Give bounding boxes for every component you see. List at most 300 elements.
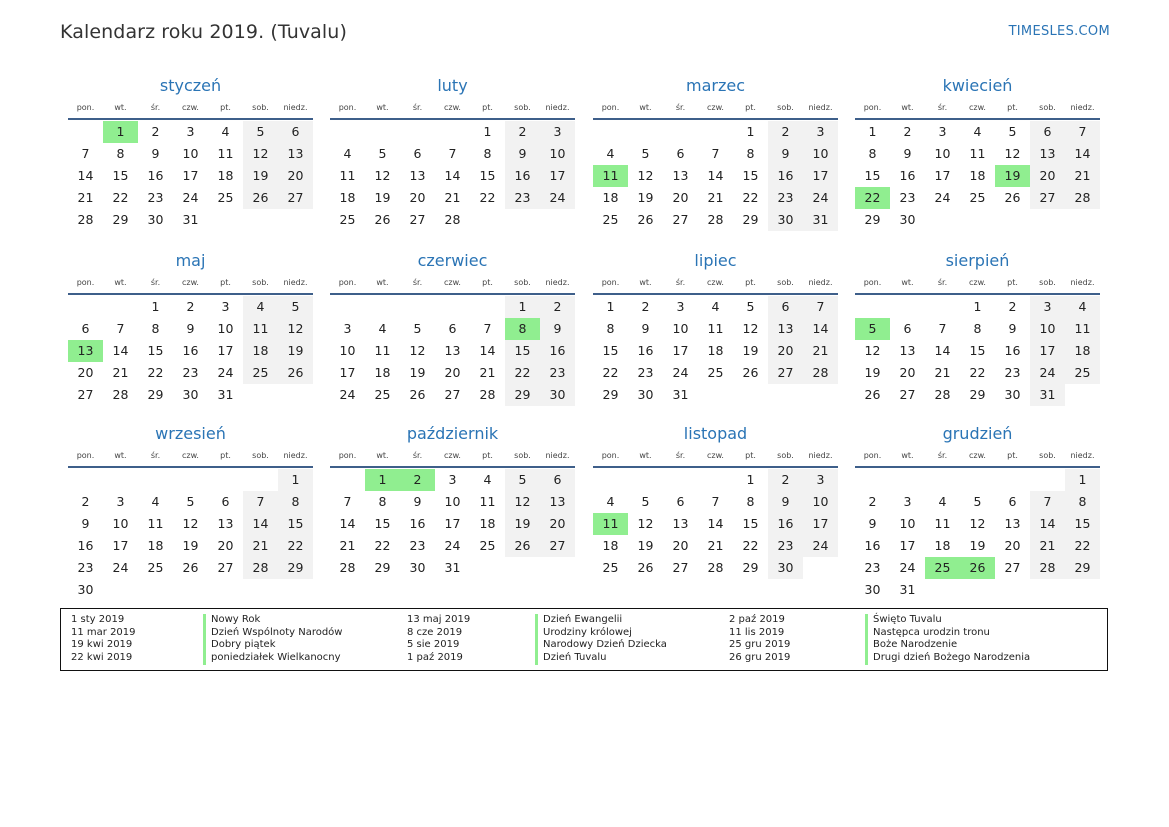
holiday-date: 11 lis 2019	[729, 626, 785, 638]
day-cell: 18	[217, 168, 234, 183]
weekday-label: niedz.	[545, 103, 570, 112]
weekday-label: pt.	[220, 451, 231, 460]
month-block	[68, 250, 313, 427]
day-cell: 15	[742, 516, 759, 531]
day-cell: 27	[672, 212, 689, 227]
day-cell: 17	[1030, 340, 1065, 362]
days-grid	[593, 120, 838, 252]
day-cell: 21	[707, 190, 724, 205]
day-cell: 9	[81, 516, 90, 531]
day-cell: 6	[1030, 121, 1065, 143]
weekday-label: czw.	[182, 451, 199, 460]
weekday-label: pon.	[601, 278, 620, 287]
day-cell: 12	[505, 491, 540, 513]
day-cell: 17	[934, 168, 951, 183]
day-cell: 3	[116, 494, 125, 509]
day-cell: 23	[899, 190, 916, 205]
day-cell: 14	[934, 343, 951, 358]
days-grid	[68, 120, 313, 252]
weekday-label: pt.	[1007, 451, 1018, 460]
day-cell: 29	[602, 387, 619, 402]
day-cell: 24	[803, 535, 838, 557]
weekday-label: pt.	[482, 103, 493, 112]
day-cell: 3	[903, 494, 912, 509]
holiday-day-cell: 22	[855, 187, 890, 209]
day-cell: 4	[606, 494, 615, 509]
weekday-label: pt.	[745, 103, 756, 112]
day-cell: 6	[1008, 494, 1017, 509]
weekday-label: śr.	[937, 278, 948, 287]
day-cell: 28	[479, 387, 496, 402]
day-cell: 25	[1065, 362, 1100, 384]
weekday-header	[330, 273, 575, 295]
day-cell: 25	[243, 362, 278, 384]
day-cell: 20	[77, 365, 94, 380]
day-cell: 25	[479, 538, 496, 553]
holiday-date: 11 mar 2019	[71, 626, 136, 638]
day-cell: 19	[243, 165, 278, 187]
weekday-label: pon.	[863, 278, 882, 287]
weekday-label: pon.	[338, 278, 357, 287]
weekday-label: pon.	[76, 451, 95, 460]
day-cell: 2	[151, 124, 160, 139]
day-cell: 22	[505, 362, 540, 384]
day-cell: 3	[186, 124, 195, 139]
day-cell: 18	[1065, 340, 1100, 362]
day-cell: 29	[864, 212, 881, 227]
month-block	[593, 423, 838, 600]
day-cell: 24	[934, 190, 951, 205]
month-name: luty	[437, 76, 468, 95]
holiday-date: 5 sie 2019	[407, 639, 460, 651]
day-cell: 3	[221, 299, 230, 314]
weekday-label: pon.	[863, 451, 882, 460]
weekday-label: pon.	[76, 103, 95, 112]
day-cell: 26	[278, 362, 313, 384]
day-cell: 10	[112, 516, 129, 531]
day-cell: 13	[409, 168, 426, 183]
weekday-header	[330, 98, 575, 120]
day-cell: 23	[768, 535, 803, 557]
day-cell: 21	[339, 538, 356, 553]
day-cell: 1	[746, 124, 755, 139]
day-cell: 16	[768, 513, 803, 535]
day-cell: 24	[112, 560, 129, 575]
day-cell: 27	[899, 387, 916, 402]
day-cell: 31	[182, 212, 199, 227]
day-cell: 25	[374, 387, 391, 402]
day-cell: 22	[1065, 535, 1100, 557]
day-cell: 14	[707, 168, 724, 183]
weekday-label: sob.	[1039, 451, 1056, 460]
day-cell: 8	[868, 146, 877, 161]
day-cell: 8	[483, 146, 492, 161]
holiday-day-cell: 19	[995, 165, 1030, 187]
day-cell: 20	[278, 165, 313, 187]
weekday-header	[855, 273, 1100, 295]
day-cell: 28	[243, 557, 278, 579]
day-cell: 29	[742, 212, 759, 227]
day-cell: 30	[147, 212, 164, 227]
day-cell: 17	[899, 538, 916, 553]
holiday-date: 2 paź 2019	[729, 614, 785, 625]
holiday-names-column	[203, 614, 342, 665]
holiday-day-cell: 2	[400, 469, 435, 491]
day-cell: 19	[505, 513, 540, 535]
day-cell: 18	[707, 343, 724, 358]
day-cell: 21	[77, 190, 94, 205]
month-name: maj	[175, 251, 206, 270]
day-cell: 9	[768, 491, 803, 513]
day-cell: 12	[1004, 146, 1021, 161]
weekday-label: sob.	[514, 103, 531, 112]
day-cell: 12	[278, 318, 313, 340]
month-block	[68, 423, 313, 600]
day-cell: 31	[217, 387, 234, 402]
weekday-header	[593, 273, 838, 295]
month-name: wrzesień	[155, 424, 226, 443]
day-cell: 12	[969, 516, 986, 531]
day-cell: 6	[676, 494, 685, 509]
weekday-label: wt.	[114, 103, 127, 112]
day-cell: 9	[186, 321, 195, 336]
day-cell: 20	[444, 365, 461, 380]
day-cell: 18	[934, 538, 951, 553]
day-cell: 12	[637, 516, 654, 531]
day-cell: 23	[768, 187, 803, 209]
weekday-label: wt.	[376, 103, 389, 112]
day-cell: 5	[413, 321, 422, 336]
day-cell: 14	[707, 516, 724, 531]
day-cell: 27	[672, 560, 689, 575]
day-cell: 13	[540, 491, 575, 513]
day-cell: 19	[637, 190, 654, 205]
holiday-dates-column	[729, 614, 790, 665]
day-cell: 18	[339, 190, 356, 205]
weekday-label: wt.	[901, 451, 914, 460]
day-cell: 5	[186, 494, 195, 509]
day-cell: 7	[116, 321, 125, 336]
day-cell: 10	[217, 321, 234, 336]
day-cell: 3	[343, 321, 352, 336]
day-cell: 14	[444, 168, 461, 183]
weekday-label: śr.	[675, 278, 686, 287]
weekday-label: wt.	[901, 278, 914, 287]
day-cell: 16	[182, 343, 199, 358]
weekday-label: wt.	[639, 278, 652, 287]
weekday-header	[855, 98, 1100, 120]
weekday-label: wt.	[114, 278, 127, 287]
day-cell: 30	[768, 209, 803, 231]
day-cell: 28	[1065, 187, 1100, 209]
holiday-name: Święto Tuvalu	[865, 614, 1030, 627]
holiday-name: poniedziałek Wielkanocny	[203, 652, 342, 665]
day-cell: 29	[505, 384, 540, 406]
day-cell: 28	[707, 560, 724, 575]
day-cell: 29	[742, 560, 759, 575]
day-cell: 15	[278, 513, 313, 535]
month-block	[68, 75, 313, 252]
weekday-label: sob.	[252, 278, 269, 287]
day-cell: 28	[707, 212, 724, 227]
holiday-names-column	[865, 614, 1030, 665]
day-cell: 18	[602, 538, 619, 553]
weekday-label: pon.	[338, 103, 357, 112]
weekday-label: pt.	[1007, 278, 1018, 287]
day-cell: 7	[938, 321, 947, 336]
day-cell: 30	[768, 557, 803, 579]
day-cell: 16	[1004, 343, 1021, 358]
day-cell: 6	[540, 469, 575, 491]
day-cell: 5	[378, 146, 387, 161]
day-cell: 6	[413, 146, 422, 161]
day-cell: 23	[540, 362, 575, 384]
weekday-label: pt.	[482, 278, 493, 287]
day-cell: 28	[77, 212, 94, 227]
weekday-label: czw.	[707, 103, 724, 112]
day-cell: 9	[505, 143, 540, 165]
month-name: grudzień	[942, 424, 1013, 443]
weekday-label: sob.	[777, 451, 794, 460]
holiday-day-cell: 13	[68, 340, 103, 362]
day-cell: 20	[672, 190, 689, 205]
day-cell: 16	[409, 516, 426, 531]
day-cell: 8	[116, 146, 125, 161]
day-cell: 4	[243, 296, 278, 318]
day-cell: 4	[151, 494, 160, 509]
day-cell: 3	[803, 121, 838, 143]
day-cell: 7	[81, 146, 90, 161]
day-cell: 7	[1065, 121, 1100, 143]
day-cell: 30	[899, 212, 916, 227]
day-cell: 27	[1004, 560, 1021, 575]
days-grid	[855, 468, 1100, 600]
weekday-label: pt.	[745, 451, 756, 460]
weekday-label: śr.	[150, 451, 161, 460]
day-cell: 5	[1008, 124, 1017, 139]
day-cell: 20	[1030, 165, 1065, 187]
day-cell: 18	[969, 168, 986, 183]
day-cell: 8	[606, 321, 615, 336]
days-grid	[68, 295, 313, 427]
month-name: październik	[406, 424, 499, 443]
day-cell: 1	[973, 299, 982, 314]
day-cell: 15	[742, 168, 759, 183]
day-cell: 11	[243, 318, 278, 340]
day-cell: 2	[641, 299, 650, 314]
day-cell: 4	[378, 321, 387, 336]
day-cell: 30	[864, 582, 881, 597]
day-cell: 26	[637, 212, 654, 227]
month-block	[855, 250, 1100, 427]
weekday-label: śr.	[675, 451, 686, 460]
day-cell: 12	[374, 168, 391, 183]
day-cell: 15	[969, 343, 986, 358]
day-cell: 27	[217, 560, 234, 575]
day-cell: 30	[1004, 387, 1021, 402]
weekday-label: czw.	[707, 451, 724, 460]
weekday-label: sob.	[777, 103, 794, 112]
day-cell: 17	[217, 343, 234, 358]
day-cell: 18	[147, 538, 164, 553]
day-cell: 9	[768, 143, 803, 165]
day-cell: 20	[540, 513, 575, 535]
month-name: czerwiec	[417, 251, 488, 270]
day-cell: 3	[676, 299, 685, 314]
day-cell: 13	[444, 343, 461, 358]
day-cell: 12	[409, 343, 426, 358]
day-cell: 2	[768, 469, 803, 491]
day-cell: 26	[505, 535, 540, 557]
day-cell: 26	[374, 212, 391, 227]
day-cell: 11	[1065, 318, 1100, 340]
day-cell: 6	[768, 296, 803, 318]
weekday-label: czw.	[182, 278, 199, 287]
weekday-label: pon.	[338, 451, 357, 460]
day-cell: 28	[934, 387, 951, 402]
day-cell: 26	[1004, 190, 1021, 205]
weekday-label: śr.	[412, 103, 423, 112]
weekday-label: śr.	[150, 278, 161, 287]
day-cell: 23	[409, 538, 426, 553]
day-cell: 1	[278, 469, 313, 491]
weekday-header	[593, 446, 838, 468]
day-cell: 18	[479, 516, 496, 531]
weekday-label: wt.	[376, 278, 389, 287]
day-cell: 20	[409, 190, 426, 205]
holiday-name: Dobry piątek	[203, 639, 342, 652]
day-cell: 9	[540, 318, 575, 340]
day-cell: 21	[1030, 535, 1065, 557]
holiday-date: 1 sty 2019	[71, 614, 125, 625]
day-cell: 20	[672, 538, 689, 553]
holiday-day-cell: 1	[365, 469, 400, 491]
day-cell: 2	[768, 121, 803, 143]
site-link[interactable]: TIMESLES.COM	[1008, 24, 1110, 39]
day-cell: 23	[864, 560, 881, 575]
holiday-day-cell: 5	[855, 318, 890, 340]
day-cell: 24	[672, 365, 689, 380]
day-cell: 11	[707, 321, 724, 336]
day-cell: 24	[540, 187, 575, 209]
day-cell: 8	[973, 321, 982, 336]
day-cell: 28	[339, 560, 356, 575]
month-block	[593, 75, 838, 252]
month-name: styczeń	[159, 76, 222, 95]
day-cell: 4	[483, 472, 492, 487]
month-name: sierpień	[945, 251, 1010, 270]
day-cell: 15	[505, 340, 540, 362]
holiday-name: Dzień Wspólnoty Narodów	[203, 627, 342, 640]
day-cell: 14	[243, 513, 278, 535]
weekday-label: sob.	[252, 103, 269, 112]
day-cell: 16	[540, 340, 575, 362]
day-cell: 24	[444, 538, 461, 553]
holiday-day-cell: 26	[960, 557, 995, 579]
holiday-dates-column	[407, 614, 470, 665]
day-cell: 20	[217, 538, 234, 553]
day-cell: 19	[742, 343, 759, 358]
holiday-date: 19 kwi 2019	[71, 639, 133, 651]
day-cell: 16	[505, 165, 540, 187]
day-cell: 14	[77, 168, 94, 183]
weekday-label: wt.	[639, 451, 652, 460]
day-cell: 12	[637, 168, 654, 183]
weekday-label: sob.	[514, 451, 531, 460]
day-cell: 23	[77, 560, 94, 575]
day-cell: 10	[339, 343, 356, 358]
weekday-label: pon.	[601, 103, 620, 112]
month-block	[593, 250, 838, 427]
day-cell: 24	[1030, 362, 1065, 384]
weekday-label: niedz.	[1070, 451, 1095, 460]
day-cell: 28	[803, 362, 838, 384]
day-cell: 4	[973, 124, 982, 139]
month-name: lipiec	[694, 251, 737, 270]
month-block	[855, 423, 1100, 600]
day-cell: 19	[374, 190, 391, 205]
day-cell: 5	[746, 299, 755, 314]
day-cell: 6	[903, 321, 912, 336]
day-cell: 1	[483, 124, 492, 139]
holiday-date: 13 maj 2019	[407, 614, 471, 625]
holiday-date: 25 gru 2019	[729, 639, 791, 651]
holiday-date: 1 paź 2019	[407, 652, 463, 664]
day-cell: 6	[221, 494, 230, 509]
day-cell: 26	[182, 560, 199, 575]
day-cell: 23	[505, 187, 540, 209]
days-grid	[593, 468, 838, 600]
weekday-label: pon.	[601, 451, 620, 460]
day-cell: 11	[374, 343, 391, 358]
day-cell: 1	[505, 296, 540, 318]
day-cell: 10	[803, 143, 838, 165]
day-cell: 21	[707, 538, 724, 553]
weekday-label: niedz.	[283, 451, 308, 460]
day-cell: 22	[742, 538, 759, 553]
day-cell: 22	[969, 365, 986, 380]
day-cell: 5	[641, 494, 650, 509]
day-cell: 3	[448, 472, 457, 487]
day-cell: 29	[374, 560, 391, 575]
weekday-label: śr.	[150, 103, 161, 112]
day-cell: 5	[243, 121, 278, 143]
day-cell: 11	[934, 516, 951, 531]
day-cell: 2	[868, 494, 877, 509]
day-cell: 6	[448, 321, 457, 336]
holiday-date: 22 kwi 2019	[71, 652, 133, 664]
day-cell: 3	[540, 121, 575, 143]
day-cell: 11	[339, 168, 356, 183]
day-cell: 5	[641, 146, 650, 161]
day-cell: 17	[112, 538, 129, 553]
weekday-label: śr.	[937, 451, 948, 460]
day-cell: 19	[864, 365, 881, 380]
holiday-names-column	[535, 614, 667, 665]
day-cell: 12	[864, 343, 881, 358]
day-cell: 19	[278, 340, 313, 362]
weekday-label: śr.	[675, 103, 686, 112]
day-cell: 10	[803, 491, 838, 513]
weekday-header	[330, 446, 575, 468]
day-cell: 17	[803, 513, 838, 535]
weekday-label: wt.	[376, 451, 389, 460]
day-cell: 19	[969, 538, 986, 553]
weekday-label: czw.	[969, 278, 986, 287]
day-cell: 30	[637, 387, 654, 402]
day-cell: 5	[278, 296, 313, 318]
day-cell: 12	[182, 516, 199, 531]
